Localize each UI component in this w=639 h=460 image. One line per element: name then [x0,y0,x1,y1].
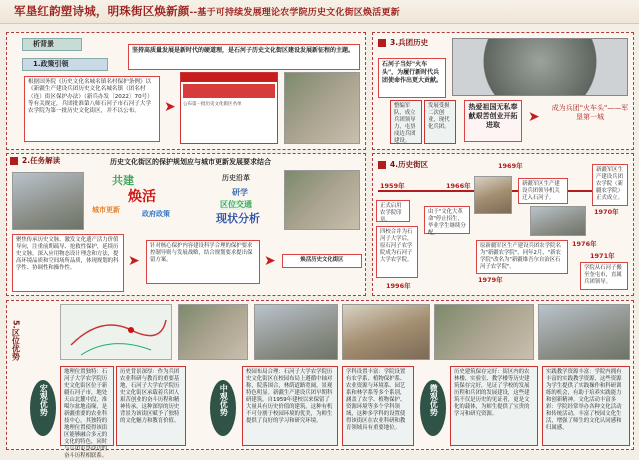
arrow-icon: ➤ [264,253,276,269]
cloud-word: 共建 [112,174,134,187]
event-text: 学院从石河子搬至奎屯市，直属兵团领导。 [584,265,622,286]
title-main: 军垦红韵塑诗城，明珠街区焕新颜 [14,4,190,18]
building-photo [178,304,248,360]
task-left-text: 聚焦传承历史文脉、激发文化遗产活力价值导向，注重前期疏导、抢救性保护，延续历史文脉，深入应用物态设计理念和方法，提高环境品质和空间场所品质，体现规划的科学性、协调性和操作性。 [16,237,119,272]
macro-label: 宏观优势 [39,384,49,416]
timeline-year: 1976年 [572,240,597,248]
macro-tag [30,380,56,436]
macro-text: 地理位置独特：石河子大学农学院历史文化街区位于新疆石河子市，地处天山北麓中段，准噶尔盆地南缘，是新疆重要的农业科技中心，其独特的地理位置使得该街区能够融合多元的文化的特色，同时与兵团屯垦戍边的奋斗历程相联系。 [64,369,108,460]
map-graphic [61,305,173,361]
archway-photo [284,72,360,144]
timeline-year: 1966年 [446,182,471,190]
history-photo [474,176,512,214]
spirit-box [464,100,522,142]
timeline-year: 1959年 [380,182,405,190]
task-mid-box [146,240,260,284]
event-text: 正式启用农学院印章。 [380,203,402,224]
micro-text: 历史建筑保存完好：街区内的农林楼、实验室、教学楼等历史建筑保存完好，见证了学校的发展历程和兵团的发展建设，这些建筑不仅是历史的见证者，更是文化的载体，为师生提供了宝贵的学习和研究资源。 [454,369,530,418]
meso-text: 学科设置丰富：学院设置有农学系、植物保护系、农业资源与环境系、园艺系和林学系等多个系别，涵盖了农学、植物保护、资源环境等多个学科领域，这种多学科的设置使得该街区在农业科研和教育领域具有重要地位。 [346,369,406,432]
meso-label: 中观优势 [219,384,229,416]
word-cloud-right [172,174,272,232]
policy-text-box [24,76,160,142]
intro-text: 坚持高质量发展是新时代的硬道理，是石河子历史文化街区建设发展新征程的主题。 [132,47,355,54]
courtyard-photo [254,304,338,360]
street-photo [434,304,534,360]
task-left-box [12,234,124,292]
news-screenshot [180,72,278,144]
cloud-word: 城市更新 [92,206,120,214]
district-header [378,160,428,170]
cloud-word: 研学 [232,188,248,197]
timeline-year: 1996年 [386,282,411,290]
macro-text: 历史背景深厚：作为兵团农业科研与教育的重要基地，石河子大学农学院历史文化街区承载着兵团人艰苦创业的奋斗历程和精神传承，这种深厚的历史背景为该街区赋予了独特的文化魅力和教育价值。 [120,369,180,425]
word-cloud [90,174,170,232]
task-right-box [282,254,362,268]
page-title [14,4,400,20]
cloud-word: 焕活 [128,189,156,205]
location-map [60,304,172,360]
gate-sign-photo [342,304,430,360]
spirit-text: 热爱祖国无私奉献艰苦创业开拓进取 [468,103,518,130]
intro-box [128,44,360,70]
lab-photo [538,304,630,360]
event-text: 由于"文化大革命"停止招生，毕业学生继续分配。 [428,209,466,237]
event-box [580,262,628,290]
task-header-label: 2.任务解读 [22,156,61,165]
event-box [424,206,470,237]
micro-text-box [450,366,538,446]
policy-text: 根据国务院《历史文化名城名镇名村保护条例》以《新疆生产建设兵团历史文化名城名镇（团名村（连）街区保护办法）（新兵办发〔2022〕70号）等有关规定，兵团批准第八师石河子市石河子大学农学院为第一批历史文化街区，并不以公布。 [28,79,153,115]
arrow-icon: ➤ [528,109,540,125]
meso-tag [210,380,236,436]
campus-photo [284,170,360,230]
event-box [592,164,628,206]
event-box [376,226,418,278]
event-text: 新疆军区生产建设兵团农学院（新疆农学院）正式成立。 [596,167,623,202]
policy-header: 1.政策引领 [22,58,108,71]
micro-tag [420,380,446,436]
event-text: 新疆军区生产建设兵团领导机关迁入石河子。 [522,181,560,202]
meso-text: 校园布局合理：石河子大学农学院历史文化街区在校园布局上遵循中轴对称，院落围合，林荫道路宽阔，景观特色明显。新疆生产建设兵团早期科研建筑，自1959年建校以来保留了大量具有历史价值的建筑，这种有机不可分割于校园环境的优美，为师生提供了良好的学习和研究环境。 [246,369,333,425]
task-mid-text: 针对核心保护内容建设科学合理的保护要求控制导则与发展战略，结合规划要求提出保留方案。 [150,243,253,264]
history-sub-box [424,100,456,144]
news-title: 公布第一批历史文化街区名单 [183,102,242,107]
micro-text: 实践教学资源丰富：学院内拥有丰富的实践教学资源，这些资源为学生提供了实践操作和科研训练的机会，有助于培养实践能力和创新精神。文化活动丰富多彩：学院经常举办各种文化活动和传统活动，丰富了校园文化生活，增强了师生的文化认同感和归属感。 [546,369,622,432]
event-box [518,178,568,204]
timeline-year: 1969年 [498,162,523,170]
micro-label: 微观优势 [429,384,439,416]
macro-text-box [60,366,114,460]
history-header-label: 3.兵团历史 [390,38,429,47]
quote-text: 石河子当好"火车头"，为履行新时代兵团使命作出更大贡献。 [382,61,443,84]
gate-photo [530,206,586,236]
title-sub: --基于可持续发展理论农学院历史文化街区焕活更新 [189,8,400,18]
task-right-label: 焕活历史文化街区 [300,257,344,263]
meso-text-box [242,366,338,446]
cloud-word: 区位交通 [220,200,252,209]
micro-text-box [542,366,630,446]
location-header: 5.区位优势 [11,320,21,361]
event-box [376,200,410,222]
event-box [476,240,568,274]
timeline-year: 1970年 [594,208,619,216]
meso-text-box [342,366,414,446]
arrow-icon: ➤ [128,253,140,269]
arrow-icon: ➤ [164,99,176,115]
event-text: 四校合并为石河子大学后，原石河子农学院成为石河子大学农学院。 [380,229,413,264]
cloud-word: 历史沿革 [222,174,250,182]
statue-photo [452,38,628,96]
macro-text-box [116,366,186,446]
cloud-word: 现状分析 [216,212,260,225]
event-text: 原新疆军区生产建设兵团农学院名为"新疆农学院"，同年2月，"新农学院"改名为"新疆维吾尔自治区石河子农学院"。 [480,243,561,271]
task-header [10,156,60,166]
history-sub-text: 发展受损二次创业，现代化兵团。 [428,103,450,131]
history-sub-box [390,100,422,144]
history-right-text: 成为兵团"火车头"——军垦第一城 [551,104,629,122]
timeline-year: 1979年 [478,276,503,284]
timeline-year: 1971年 [590,252,615,260]
section-tag: 析背景 [22,38,82,51]
task-main-text: 历史文化街区的保护规划应与城市更新发展要求结合 [110,158,271,166]
history-sub-text: 整编军队，成立兵团领导力，屯垦戍边兵团建设。 [394,103,416,145]
cloud-word: 政府政策 [142,210,170,218]
quote-box [378,58,446,98]
district-header-label: 4.历史街区 [390,160,429,169]
history-header [378,38,428,48]
building-photo [12,172,84,230]
